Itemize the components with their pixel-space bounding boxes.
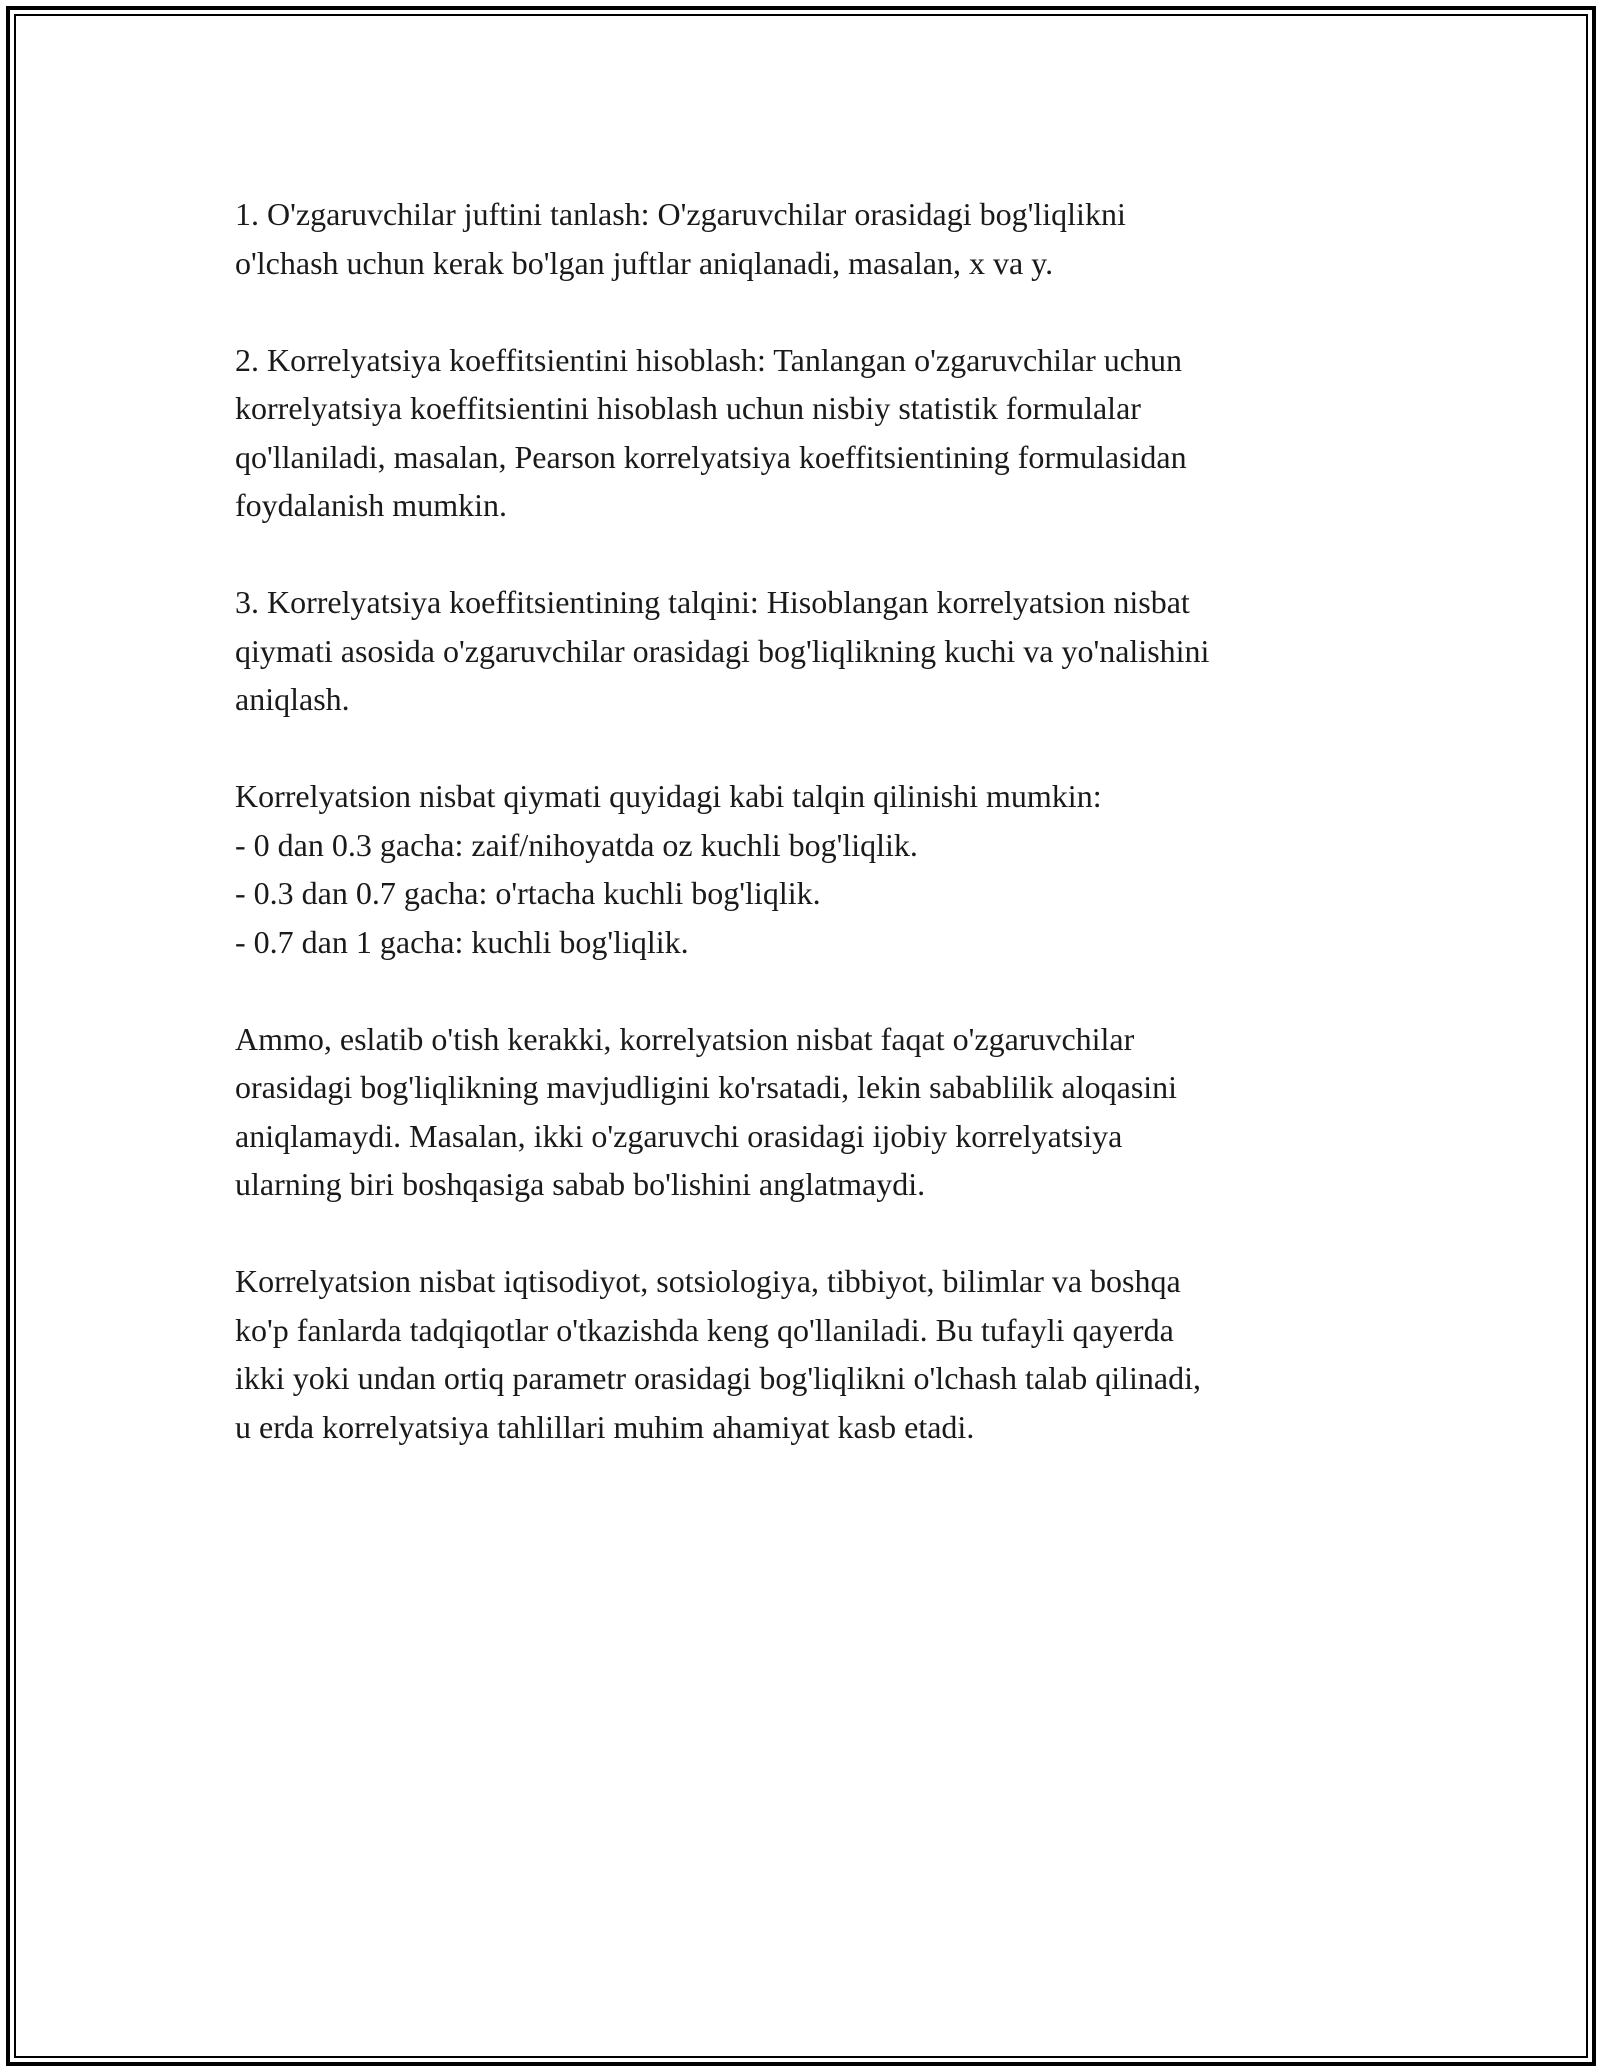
text-line: qiymati asosida o'zgaruvchilar orasidagi bog'liqlikning kuchi va yo'nalishini	[235, 632, 1210, 669]
paragraph-interpretation	[235, 772, 1375, 966]
text-line: Ammo, eslatib o'tish kerakki, korrelyatsion nisbat faqat o'zgaruvchilar	[235, 1020, 1135, 1057]
text-line: aniqlash.	[235, 681, 350, 717]
text-line: orasidagi bog'liqlikning mavjudligini ko'rsatadi, lekin sabablilik aloqasini	[235, 1069, 1178, 1105]
text-line: Korrelyatsion nisbat qiymati quyidagi kabi talqin qilinishi mumkin:	[235, 778, 1102, 814]
text-line: ikki yoki undan ortiq parametr orasidagi bog'liqlikni o'lchash talab qilinadi,	[235, 1360, 1201, 1396]
text-line: o'lchash uchun kerak bo'lgan juftlar aniqlanadi, masalan, x va y.	[235, 244, 1054, 281]
paragraph-step-1	[235, 190, 1375, 287]
text-line: korrelyatsiya koeffitsientini hisoblash uchun nisbiy statistik formulalar	[235, 390, 1141, 426]
paragraph-applications	[235, 1257, 1375, 1451]
text-line: ularning biri boshqasiga sabab bo'lishini anglatmaydi.	[235, 1166, 926, 1202]
list-item: - 0.7 dan 1 gacha: kuchli bog'liqlik.	[235, 923, 689, 960]
text-line: qo'llaniladi, masalan, Pearson korrelyatsiya koeffitsientining formulasidan	[235, 438, 1187, 475]
list-item: - 0.3 dan 0.7 gacha: o'rtacha kuchli bog'liqlik.	[235, 875, 821, 911]
text-line: aniqlamaydi. Masalan, ikki o'zgaruvchi orasidagi ijobiy korrelyatsiya	[235, 1117, 1123, 1154]
text-line: foydalanish mumkin.	[235, 487, 507, 523]
paragraph-step-2	[235, 336, 1375, 530]
list-item: - 0 dan 0.3 gacha: zaif/nihoyatda oz kuchli bog'liqlik.	[235, 826, 918, 863]
text-line: u erda korrelyatsiya tahlillari muhim ahamiyat kasb etadi.	[235, 1408, 975, 1445]
paragraph-step-3	[235, 578, 1375, 724]
text-line: ko'p fanlarda tadqiqotlar o'tkazishda keng qo'llaniladi. Bu tufayli qayerda	[235, 1311, 1174, 1348]
text-line: 3. Korrelyatsiya koeffitsientining talqini: Hisoblangan korrelyatsion nisbat	[235, 584, 1190, 620]
text-line: 1. O'zgaruvchilar juftini tanlash: O'zgaruvchilar orasidagi bog'liqlikni	[235, 196, 1126, 232]
paragraph-caution	[235, 1015, 1375, 1209]
text-line: 2. Korrelyatsiya koeffitsientini hisoblash: Tanlangan o'zgaruvchilar uchun	[235, 341, 1182, 378]
document-body	[235, 190, 1375, 1500]
text-line: Korrelyatsion nisbat iqtisodiyot, sotsiologiya, tibbiyot, bilimlar va boshqa	[235, 1263, 1181, 1299]
